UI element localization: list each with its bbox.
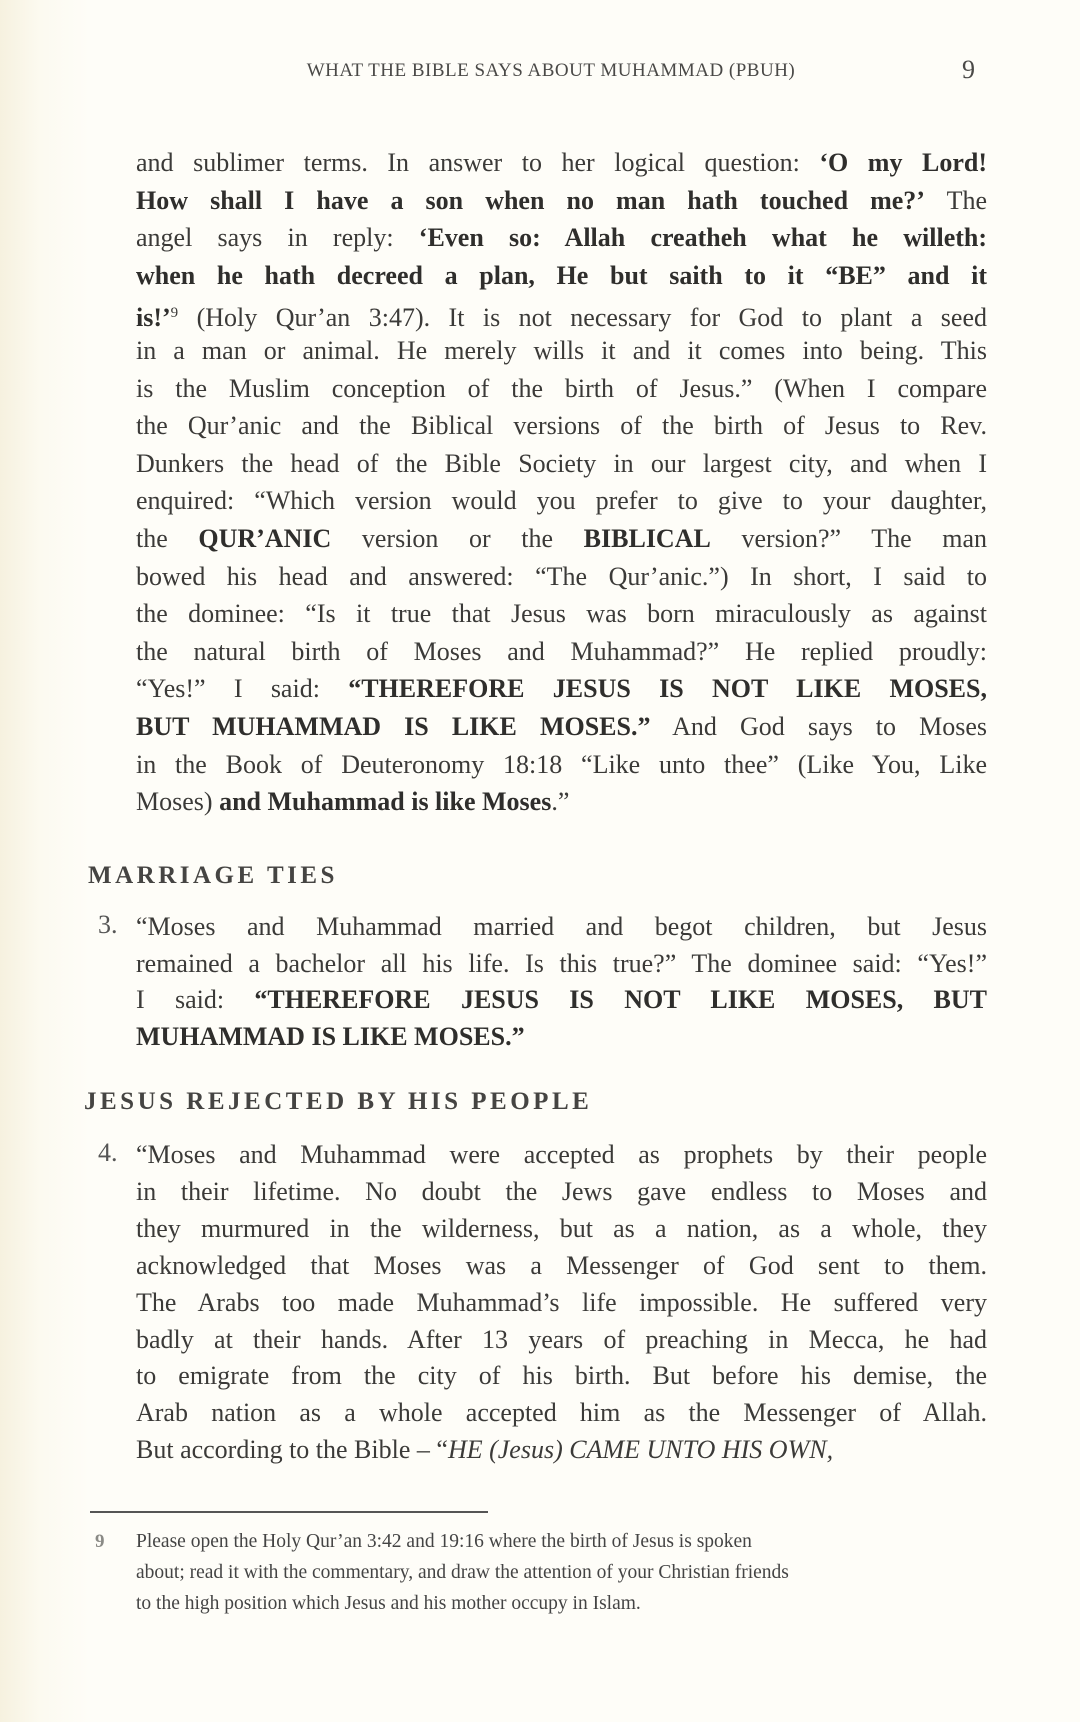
text-segment: enquired: “Which version would you prefer to give to your daughter, (136, 486, 987, 516)
text-segment: acknowledged that Moses was a Messenger of God sent to them. (136, 1250, 987, 1280)
text-line (136, 223, 987, 253)
text-line (136, 674, 987, 704)
text-line (136, 949, 987, 979)
text-line (136, 261, 987, 291)
text-line (136, 1361, 987, 1391)
text-segment: remained a bachelor all his life. Is this true?” The dominee said: “Yes!” (136, 948, 987, 978)
text-line (136, 599, 987, 629)
bold-text: BIBLICAL (583, 524, 711, 553)
running-header: WHAT THE BIBLE SAYS ABOUT MUHAMMAD (PBUH) (306, 60, 796, 81)
text-segment: Dunkers the head of the Bible Society in our largest city, and when I (136, 448, 987, 478)
text-segment: in the Book of Deuteronomy 18:18 “Like unto thee” (Like You, Like (136, 749, 987, 779)
text-line (136, 985, 987, 1015)
text-segment: Moses) (136, 787, 220, 817)
text-segment: is the Muslim conception of the birth of Jesus.” (When I compare (136, 373, 987, 403)
bold-text: when he hath decreed a plan, He but saith to it “BE” and it (136, 260, 987, 290)
footnote-line: Please open the Holy Qur’an 3:42 and 19:16 where the birth of Jesus is spoken (136, 1531, 752, 1552)
text-segment: “Moses and Muhammad were accepted as prophets by their people (136, 1140, 987, 1169)
text-line (136, 1251, 987, 1281)
text-segment: Arab nation as a whole accepted him as the Messenger of Allah. (136, 1398, 987, 1428)
text-line (136, 637, 987, 667)
text-segment: But according to the Bible – “ (136, 1435, 448, 1465)
footnote-divider (90, 1511, 488, 1513)
bold-text: “THEREFORE JESUS IS NOT LIKE MOSES, (348, 674, 987, 704)
bold-text: ‘O my Lord! (819, 148, 987, 177)
text-segment: version or the (331, 524, 584, 553)
bold-text: ‘Even so: Allah creatheh what he willeth: (418, 223, 988, 253)
footnote-reference[interactable]: 9 (170, 305, 179, 322)
text-segment: I said: (136, 985, 255, 1015)
text-segment: in a man or animal. He merely wills it and it comes into being. This (136, 336, 987, 365)
text-segment: And God says to Moses (650, 712, 988, 741)
text-segment: “Moses and Muhammad married and begot children, but Jesus (136, 912, 987, 941)
text-segment: “Yes!” I said: (136, 674, 349, 704)
text-segment: the natural birth of Moses and Muhammad?” He replied proudly: (136, 636, 987, 666)
text-line (136, 562, 987, 592)
text-line (136, 148, 987, 178)
text-segment: .” (551, 787, 570, 817)
bold-text: How shall I have a son when no man hath touched me?’ (136, 185, 925, 215)
text-segment: (Holy Qur’an 3:47). It is not necessary for God to plant a seed (178, 303, 987, 333)
bold-text: and Muhammad is like Moses (219, 787, 552, 817)
text-segment: the (136, 524, 199, 553)
text-line (136, 1022, 987, 1052)
page-number: 9 (962, 55, 976, 84)
text-segment: angel says in reply: (136, 223, 419, 253)
text-line (136, 1214, 987, 1244)
text-line (136, 1177, 987, 1207)
text-segment: to emigrate from the city of his birth. But before his demise, the (136, 1361, 987, 1391)
text-line (136, 1288, 987, 1318)
text-segment: version?” The man (710, 524, 987, 553)
text-line (136, 1140, 987, 1170)
text-line (136, 712, 987, 742)
footnote-line: about; read it with the commentary, and draw the attention of your Christian friends (136, 1562, 789, 1583)
footnote-number: 9 (95, 1531, 105, 1552)
section-heading-jesus-rejected: JESUS REJECTED BY HIS PEOPLE (84, 1088, 593, 1115)
text-line (136, 912, 987, 942)
italic-text: HE (Jesus) CAME UNTO HIS OWN, (447, 1435, 834, 1465)
text-segment: the Qur’anic and the Biblical versions of the birth of Jesus to Rev. (136, 411, 987, 441)
bold-text: “THEREFORE JESUS IS NOT LIKE MOSES, BUT (254, 985, 988, 1015)
text-line (136, 186, 987, 216)
text-line (136, 336, 987, 366)
text-segment: The (924, 185, 988, 215)
section-heading-marriage-ties: MARRIAGE TIES (88, 862, 338, 889)
text-line (136, 374, 987, 404)
text-line (136, 1325, 987, 1355)
text-line (136, 298, 987, 333)
text-segment: the dominee: “Is it true that Jesus was born miraculously as against (136, 599, 987, 629)
text-line (136, 787, 987, 817)
bold-text: BUT MUHAMMAD IS LIKE MOSES.” (136, 712, 651, 741)
text-line (136, 486, 987, 516)
text-segment: The Arabs too made Muhammad’s life impossible. He suffered very (136, 1287, 987, 1317)
item-number: 3. (98, 910, 118, 939)
bold-text: MUHAMMAD IS LIKE MOSES.” (136, 1022, 525, 1052)
text-line (136, 1435, 987, 1465)
text-segment: badly at their hands. After 13 years of preaching in Mecca, he had (136, 1324, 987, 1354)
text-segment: and sublimer terms. In answer to her logical question: (136, 148, 820, 177)
text-line (136, 449, 987, 479)
text-line (136, 1398, 987, 1428)
text-line (136, 411, 987, 441)
bold-text: is!’ (136, 303, 171, 333)
bold-text: QUR’ANIC (198, 524, 332, 553)
text-segment: in their lifetime. No doubt the Jews gave endless to Moses and (136, 1176, 987, 1206)
footnote-line: to the high position which Jesus and his mother occupy in Islam. (136, 1593, 641, 1614)
text-segment: bowed his head and answered: “The Qur’anic.”) In short, I said to (136, 561, 987, 591)
text-line (136, 750, 987, 780)
text-line (136, 524, 987, 554)
item-number: 4. (98, 1138, 118, 1167)
text-segment: they murmured in the wilderness, but as a nation, as a whole, they (136, 1213, 987, 1243)
